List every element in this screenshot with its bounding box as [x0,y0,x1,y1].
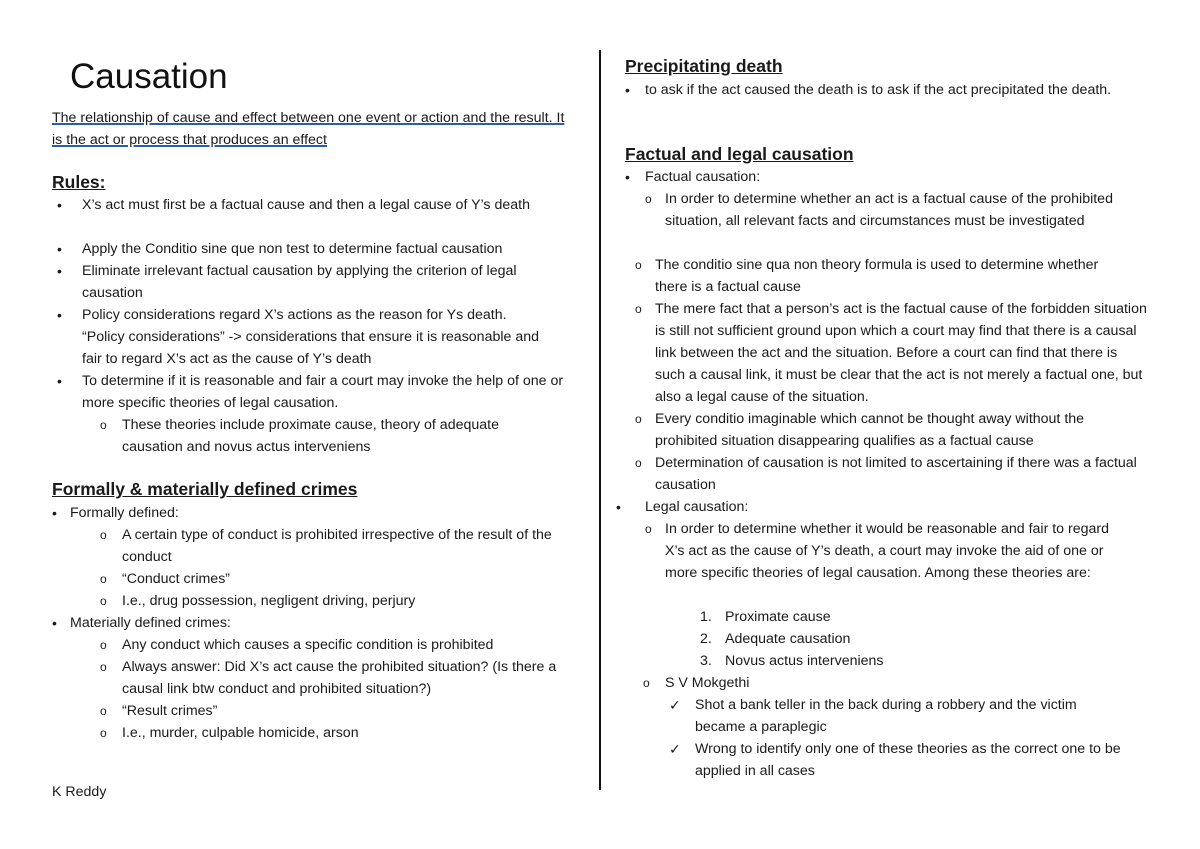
sub-bullet-icon: o [100,704,107,718]
list-item: o I.e., murder, culpable homicide, arson [52,722,359,744]
sub-bullet-icon: o [645,192,652,206]
list-item: • Apply the Conditio sine que non test to determine factual causation [52,238,562,260]
check-icon: ✓ [669,697,681,713]
factual-legal-heading: Factual and legal causation [625,144,854,164]
sub-bullet-icon: o [100,572,107,586]
list-item: ✓ Wrong to identify only one of these theories as the correct one to be applied in all cases [625,738,1130,782]
sub-bullet-icon: o [100,638,107,652]
bullet-icon: • [625,82,630,98]
precipitating-death-heading: Precipitating death [625,56,783,76]
bullet-icon: • [57,197,62,213]
formally-materially-heading: Formally & materially defined crimes [52,479,358,499]
list-number: 1. [700,609,712,625]
list-item: • Materially defined crimes: [52,612,231,634]
list-item: 3. Novus actus interveniens [625,650,884,672]
intro-definition: The relationship of cause and effect between one event or action and the result. It is the act or process that produces an effect [52,110,565,148]
bullet-icon: • [57,307,62,323]
sub-bullet-icon: o [645,522,652,536]
sub-bullet-icon: o [100,660,107,674]
rules-heading: Rules: [52,172,106,192]
list-item: • To determine if it is reasonable and fair a court may invoke the help of one or more specific theories of legal causation. [52,370,577,414]
sub-bullet-icon: o [635,258,642,272]
list-item: ✓ Shot a bank teller in the back during a robbery and the victim became a paraplegic [625,694,1130,738]
list-item: 1. Proximate cause [625,606,831,628]
list-item: o “Conduct crimes” [52,568,230,590]
list-item: o In order to determine whether an act is a factual cause of the prohibited situation, all relevant facts and circumstances must be investigated [625,188,1130,232]
footer-author: K Reddy [52,784,107,800]
bullet-icon: • [52,615,57,631]
sub-bullet-icon: o [100,726,107,740]
sub-bullet-icon: o [635,412,642,426]
bullet-icon: • [52,505,57,521]
list-item: • Eliminate irrelevant factual causation by applying the criterion of legal causation [52,260,567,304]
list-item: • Policy considerations regard X’s actions as the reason for Ys death. “Policy considerations” -> considerations that ensure it is reasonable and fair to regard X’s act as the cause of Y’s death [52,304,552,370]
list-number: 3. [700,653,712,669]
list-item: o Any conduct which causes a specific condition is prohibited [52,634,572,656]
list-item: o S V Mokgethi [625,672,749,694]
bullet-icon: • [625,169,630,185]
sub-bullet-icon: o [100,594,107,608]
sub-bullet-icon: o [643,676,650,690]
bullet-icon: • [57,241,62,257]
list-item: o Always answer: Did X’s act cause the prohibited situation? (Is there a causal link btw conduct and prohibited situation?) [52,656,572,700]
list-item: • Formally defined: [52,502,179,524]
list-item: • X’s act must first be a factual cause and then a legal cause of Y’s death [52,194,552,216]
list-item: • Legal causation: [616,496,748,518]
list-item: o “Result crimes” [52,700,217,722]
list-item: o The mere fact that a person’s act is the factual cause of the forbidden situation is still not sufficient ground upon which a court may find that there is a causal link between the act and the situation. Before a court can find that there is such a causal link, it must be clear that the act is not merely a factual one, but also a legal cause of the situation. [625,298,1150,408]
list-item: o These theories include proximate cause, theory of adequate causation and novus actus interveniens [52,414,522,458]
sub-bullet-icon: o [100,418,107,432]
list-item: 2. Adequate causation [625,628,850,650]
list-item: • to ask if the act caused the death is to ask if the act precipitated the death. [625,79,1125,101]
column-divider [599,50,601,790]
list-item: o Every conditio imaginable which cannot be thought away without the prohibited situation disappearing qualifies as a factual cause [625,408,1150,452]
list-item: o In order to determine whether it would be reasonable and fair to regard X’s act as the cause of Y’s death, a court may invoke the aid of one or more specific theories of legal causation. Among these theories are: [625,518,1130,584]
sub-bullet-icon: o [635,456,642,470]
list-item: o I.e., drug possession, negligent driving, perjury [52,590,415,612]
check-icon: ✓ [669,741,681,757]
list-number: 2. [700,631,712,647]
bullet-icon: • [57,263,62,279]
list-item: o The conditio sine qua non theory formula is used to determine whether there is a factual cause [625,254,1130,298]
bullet-icon: • [616,499,621,515]
list-item: o A certain type of conduct is prohibited irrespective of the result of the conduct [52,524,572,568]
sub-bullet-icon: o [100,528,107,542]
list-item: o Determination of causation is not limited to ascertaining if there was a factual causation [625,452,1150,496]
sub-bullet-icon: o [635,302,642,316]
page-title: Causation [70,57,228,96]
bullet-icon: • [57,373,62,389]
list-item: • Factual causation: [625,166,760,188]
